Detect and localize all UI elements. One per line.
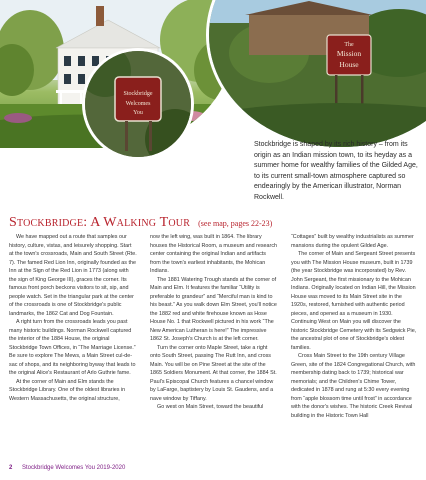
svg-text:You: You bbox=[133, 110, 143, 116]
svg-text:Stockbridge: Stockbridge bbox=[123, 91, 153, 97]
paragraph: Turn the corner onto Maple Street, take a right onto South Street, passing The Rutt Inn, and cross Main. You will be on Pine Street at the site of the 1865 Soldiers Monument. At that corner, the 1884 St. Paul's Episcopal Church features a chancel window by LaFarge, baptistery by Louis St. Gaudens, and a nave window by Tiffany. bbox=[150, 344, 277, 402]
article-column-2 bbox=[150, 233, 278, 420]
section-header bbox=[9, 213, 421, 231]
photo-caption: Stockbridge is shaped by its rich history – from its origin as an Indian mission town, to its heyday as a summer home for wealthy families of the Gilded Age, to its current small-town atmosphere captured so endearingly by the American illustrator, Norman Rockwell. bbox=[254, 141, 418, 201]
page-number: 2 bbox=[9, 465, 13, 471]
paragraph: Cross Main Street to the 19th century Village Green, site of the 1824 Congregational Church, with membership dating back to 1739; historical war memorials; and the Children's Chime Tower, dedicated in 1878 and rung at 5:30 every evening from “apple blossom time until frost” in accordance with the donor's wishes. The historic Creek Revival building in the Historic Town Hall bbox=[291, 353, 416, 419]
article-column-3 bbox=[291, 233, 419, 420]
svg-text:Mission: Mission bbox=[336, 49, 362, 58]
svg-text:House: House bbox=[339, 60, 359, 69]
paragraph: “Cottages” built by wealthy industrialists as summer mansions during the opulent Gilded Age. bbox=[291, 234, 414, 249]
mission-house-photo bbox=[206, 0, 426, 150]
paragraph: The 1881 Watering Trough stands at the corner of Main and Elm. It features the familiar “Utility is preferable to grandeur” and “Merciful man is kind to his beast.” As you walk down Elm Street, you'll notice the 1882 red and white firehouse known as Hose House No. 1 that Rockwell pictured in his work “The New American Lutheran is here!” The impressive 1862 St. Joseph's Church is at the left corner. bbox=[150, 276, 277, 342]
svg-text:The: The bbox=[344, 42, 354, 48]
page-footer bbox=[9, 465, 125, 471]
paragraph: Go west on Main Street, toward the beautiful bbox=[157, 404, 264, 410]
article-body bbox=[9, 233, 421, 420]
paragraph: We have mapped out a route that samples our history, culture, vistas, and leisurely shopping. Start at the town's crossroads, Main and South Street (Rte. 7). The famed Red Lion Inn, originally founded as the Inn at the Sign of the Red Lion in 1773 (along with the sign of King George III), graces the corner. Its famous front porch beckons visitors to sit, sip, and people watch. Set in the triangular park at the center of the crossroads is one of Stockbridge's public landmarks, the 1862 Cat and Dog Fountain. bbox=[9, 234, 137, 317]
svg-text:Welcomes: Welcomes bbox=[125, 101, 151, 107]
paragraph: now the left wing, was built in 1864. The library houses the Historical Room, a museum and research center containing the original Indian and artifacts from the town's earliest inhabitants, the Mohican Indians. bbox=[150, 234, 278, 274]
article-column-1 bbox=[9, 233, 137, 420]
section-title: Stockbridge: A Walking Tour bbox=[9, 215, 191, 230]
welcome-sign-photo bbox=[82, 48, 194, 160]
paragraph: The corner of Main and Sergeant Street presents you with The Mission House museum, built in 1739 (the year Stockbridge was incorporated) by Rev. John Sergeant, the first missionary to the Mohican Indians. Originally located on Indian Hill, the Mission House was moved to its Main Street site in the 1920s, restored, furnished with authentic period pieces, and opened as a museum in 1930. Continuing West on Main you will discover the historic Stockbridge Cemetery with its Sedgwick Pie, the ancestral plot of one of Stockbridge's oldest families. bbox=[291, 251, 417, 351]
map-reference: (see map, pages 22-23) bbox=[198, 219, 273, 228]
paragraph: At the corner of Main and Elm stands the Stockbridge Library. One of the oldest libraries in Western Massachusetts, the original structure, bbox=[9, 378, 126, 402]
paragraph: A right turn from the crossroads leads you past many historic buildings. Norman Rockwell captured the interior of the 1884 House, the original Stockbridge Town Offices, in “The Marriage License.” Be sure to explore The Mews, a Main Street cul-de-sac of shops, and its neighboring byway that leads to the original Alice's Restaurant of Arlo Guthrie fame. bbox=[9, 319, 136, 376]
publication-name: Stockbridge Welcomes You 2019-2020 bbox=[22, 465, 126, 471]
